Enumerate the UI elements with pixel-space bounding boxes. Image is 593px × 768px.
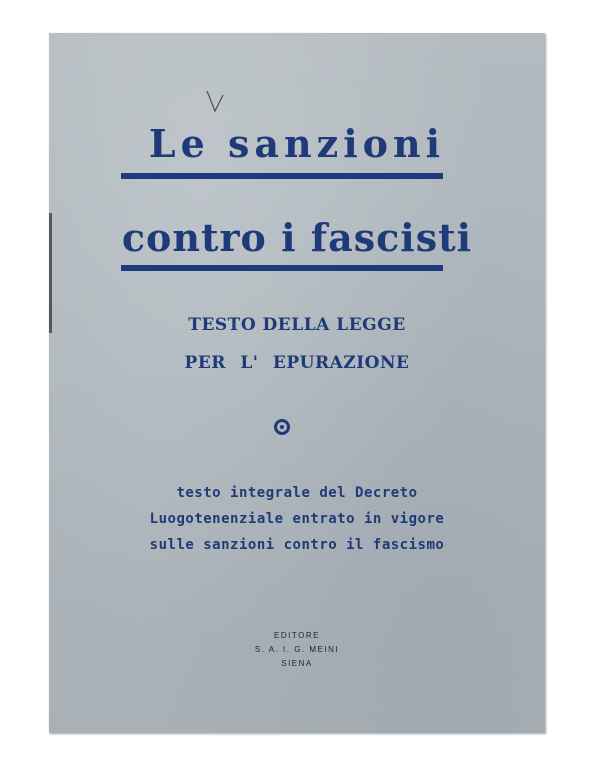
description-line: Luogotenenziale entrato in vigore (149, 511, 445, 527)
title-rule-top (121, 173, 443, 179)
title-line-2: contro i fascisti (121, 215, 473, 260)
subtitle-line-1: TESTO DELLA LEGGE (188, 315, 406, 335)
description-line: sulle sanzioni contro il fascismo (149, 537, 445, 553)
subtitle-line-2: PER L' EPURAZIONE (184, 353, 410, 373)
circle-ornament-icon (274, 419, 290, 435)
title-rule-bottom (121, 265, 443, 271)
description-line: testo integrale del Decreto (176, 485, 418, 501)
publisher-city: SIENA (281, 659, 313, 668)
publisher-name: S. A. I. G. MEINI (254, 645, 340, 654)
title-line-1: Le sanzioni (148, 121, 446, 166)
pencil-checkmark-icon (205, 89, 225, 119)
booklet-cover (49, 33, 545, 733)
publisher-label: EDITORE (274, 631, 320, 640)
